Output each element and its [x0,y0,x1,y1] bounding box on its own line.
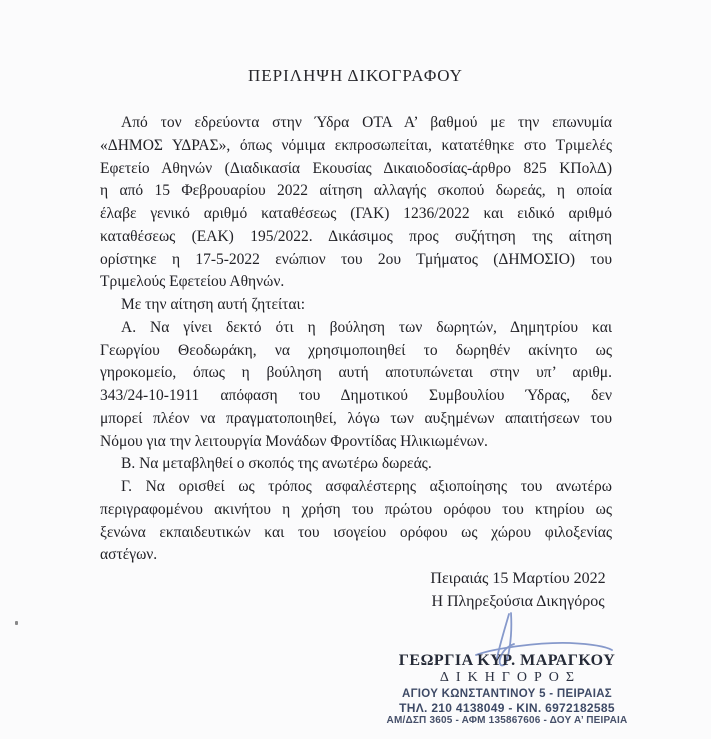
text-line: Εφετείο Αθηνών (Διαδικασία Εκουσίας Δικαιοδοσίας-άρθρο 825 ΚΠολΔ) [100,159,612,177]
paragraph [100,112,612,294]
signatory-role-line: Η Πληρεξούσια Δικηγόρος [431,592,605,610]
text-line: 343/24-10-1911 απόφαση του Δημοτικού Συμβουλίου Ύδρας, δεν [100,387,612,404]
paragraph [100,476,612,567]
text-line: Από τον εδρεύοντα στην Ύδρα ΟΤΑ Α’ βαθμού με την επωνυμία [121,114,612,131]
text-line: αστέγων. [100,546,158,564]
stamp-lawyer-title: ΔΙΚΗΓΟΡΟΣ [439,670,582,685]
text-line: Α. Να γίνει δεκτό ότι η βούληση των δωρητών, Δημητρίου και [121,318,612,336]
text-line: Γεωργίου Θεοδωράκη, να χρησιμοποιηθεί το δωρηθέν ακίνητο ως [100,341,612,359]
stamp-phone-numbers: ΤΗΛ. 210 4138049 - ΚΙΝ. 6972182585 [399,700,615,715]
lawyer-stamp [347,652,667,727]
text-line: «ΔΗΜΟΣ ΥΔΡΑΣ», όπως νόμιμα εκπροσωπείται, κατατέθηκε στο Τριμελές [100,136,612,154]
paragraph [100,317,612,454]
text-line: έλαβε γενικό αριθμό καταθέσεως (ΓΑΚ) 1236/2022 και ειδικό αριθμό [100,205,612,222]
scan-artifact-speck [15,621,18,625]
text-line: Β. Να μεταβληθεί ο σκοπός της ανωτέρω δωρεάς. [121,455,432,473]
text-line: ξενώνα εκπαιδευτικών και του ισογείου ορόφου ως χώρου φιλοξενίας [100,523,612,541]
text-line: γηροκομείο, όπως η βούληση αυτή αποτυπώνεται στην υπ’ αριθμ. [100,364,612,382]
text-line: η από 15 Φεβρουαρίου 2022 αίτηση αλλαγής σκοπού δωρεάς, η οποία [100,182,612,200]
stamp-lawyer-name: ΓΕΩΡΓΙΑ ΚΥΡ. ΜΑΡΑΓΚΟΥ [398,652,616,669]
text-line: Νόμου για την λειτουργία Μονάδων Φροντίδας Ηλικιωμένων. [100,432,488,450]
text-line: περιγραφομένου ακινήτου η χρήση του πρώτου ορόφου του κτηρίου ως [100,500,612,518]
text-line: καταθέσεως (ΕΑΚ) 195/2022. Δικάσιμος προς συζήτηση της αίτηση [100,227,612,245]
document-title: ΠΕΡΙΛΗΨΗ ΔΙΚΟΓΡΑΦΟΥ [248,66,463,85]
text-line: Γ. Να ορισθεί ως τρόπος ασφαλέστερης αξιοποίησης του ανωτέρω [121,478,612,495]
text-line: Με την αίτηση αυτή ζητείται: [121,296,306,313]
text-line: Τριμελούς Εφετείου Αθηνών. [100,273,285,291]
place-date-line: Πειραιάς 15 Μαρτίου 2022 [430,570,606,587]
stamp-address: ΑΓΙΟΥ ΚΩΝΣΤΑΝΤΙΝΟΥ 5 - ΠΕΙΡΑΙΑΣ [401,688,613,700]
paragraph [100,453,612,476]
text-line: ορίστηκε η 17-5-2022 ενώπιον του 2ου Τμήματος (ΔΗΜΟΣΙΟ) του [100,250,612,268]
paragraph [100,294,612,317]
document-body [100,112,612,567]
stamp-registry-numbers: ΑΜ/ΔΣΠ 3605 - ΑΦΜ 135867606 - ΔΟΥ Α’ ΠΕΙΡΑΙΑ [386,715,628,726]
text-line: μπορεί πλέον να πραγματοποιηθεί, λόγω των αυξημένων απαιτήσεων του [100,409,612,427]
